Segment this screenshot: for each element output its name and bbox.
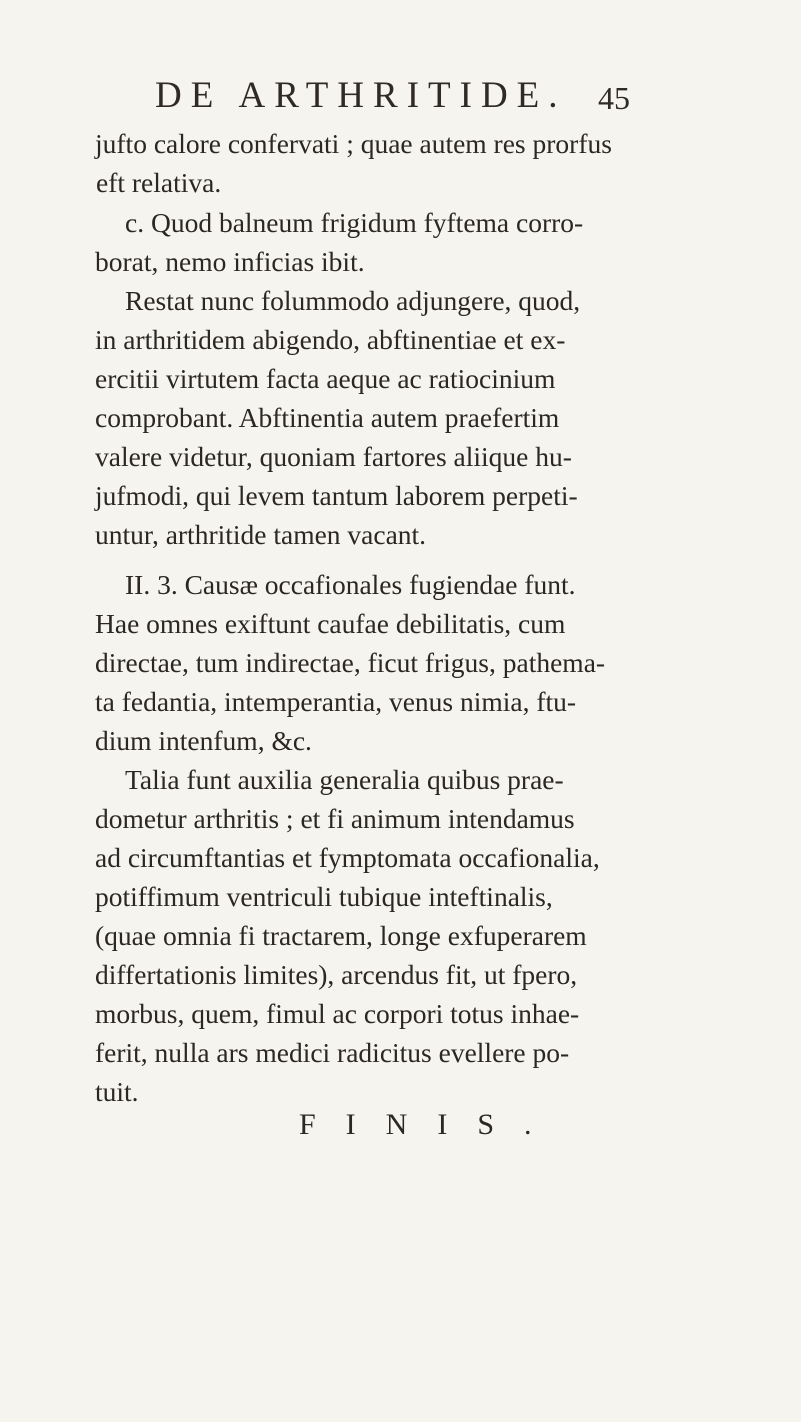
text-line: Talia funt auxilia generalia quibus prae- bbox=[125, 764, 564, 795]
text-line: Restat nunc folummodo adjungere, quod, bbox=[125, 285, 581, 316]
text-line: dometur arthritis ; et fi animum intendamus bbox=[95, 803, 575, 834]
text-line: directae, tum indirectae, ficut frigus, pathema- bbox=[95, 647, 606, 678]
text-line: in arthritidem abigendo, abftinentiae et ex- bbox=[95, 324, 566, 355]
text-line: c. Quod balneum frigidum fyftema corro- bbox=[125, 207, 584, 238]
text-line: morbus, quem, fimul ac corpori totus inhae- bbox=[95, 998, 580, 1029]
text-line: potiffimum ventriculi tubique inteftinalis, bbox=[95, 881, 553, 912]
text-line: ta fedantia, intemperantia, venus nimia, ftu- bbox=[95, 686, 577, 717]
text-line: valere videtur, quoniam fartores aliique hu- bbox=[95, 441, 572, 472]
text-line: jufmodi, qui levem tantum laborem perpeti- bbox=[95, 480, 578, 511]
finis-colophon: FINIS. bbox=[299, 1108, 562, 1141]
text-line: untur, arthritide tamen vacant. bbox=[95, 519, 427, 550]
text-line: eft relativa. bbox=[96, 167, 222, 198]
running-head: DE ARTHRITIDE. bbox=[155, 75, 567, 116]
text-line: dium intenfum, &c. bbox=[95, 725, 312, 756]
text-line: jufto calore confervati ; quae autem res prorfus bbox=[95, 128, 612, 159]
text-line: (quae omnia fi tractarem, longe exfuperarem bbox=[95, 920, 587, 951]
page-number: 45 bbox=[598, 80, 630, 116]
text-line: ad circumftantias et fymptomata occafionalia, bbox=[95, 842, 600, 873]
text-line: ferit, nulla ars medici radicitus evellere po- bbox=[95, 1037, 570, 1068]
text-line: ercitii virtutem facta aeque ac ratiocinium bbox=[95, 363, 556, 394]
text-line: Hae omnes exiftunt caufae debilitatis, cum bbox=[95, 608, 566, 639]
text-line: comprobant. Abftinentia autem praefertim bbox=[95, 402, 560, 433]
text-line: borat, nemo inficias ibit. bbox=[95, 246, 365, 277]
text-line: tuit. bbox=[95, 1076, 139, 1107]
text-line: II. 3. Causæ occafionales fugiendae funt. bbox=[125, 569, 576, 600]
text-line: differtationis limites), arcendus fit, ut fpero, bbox=[95, 959, 578, 990]
